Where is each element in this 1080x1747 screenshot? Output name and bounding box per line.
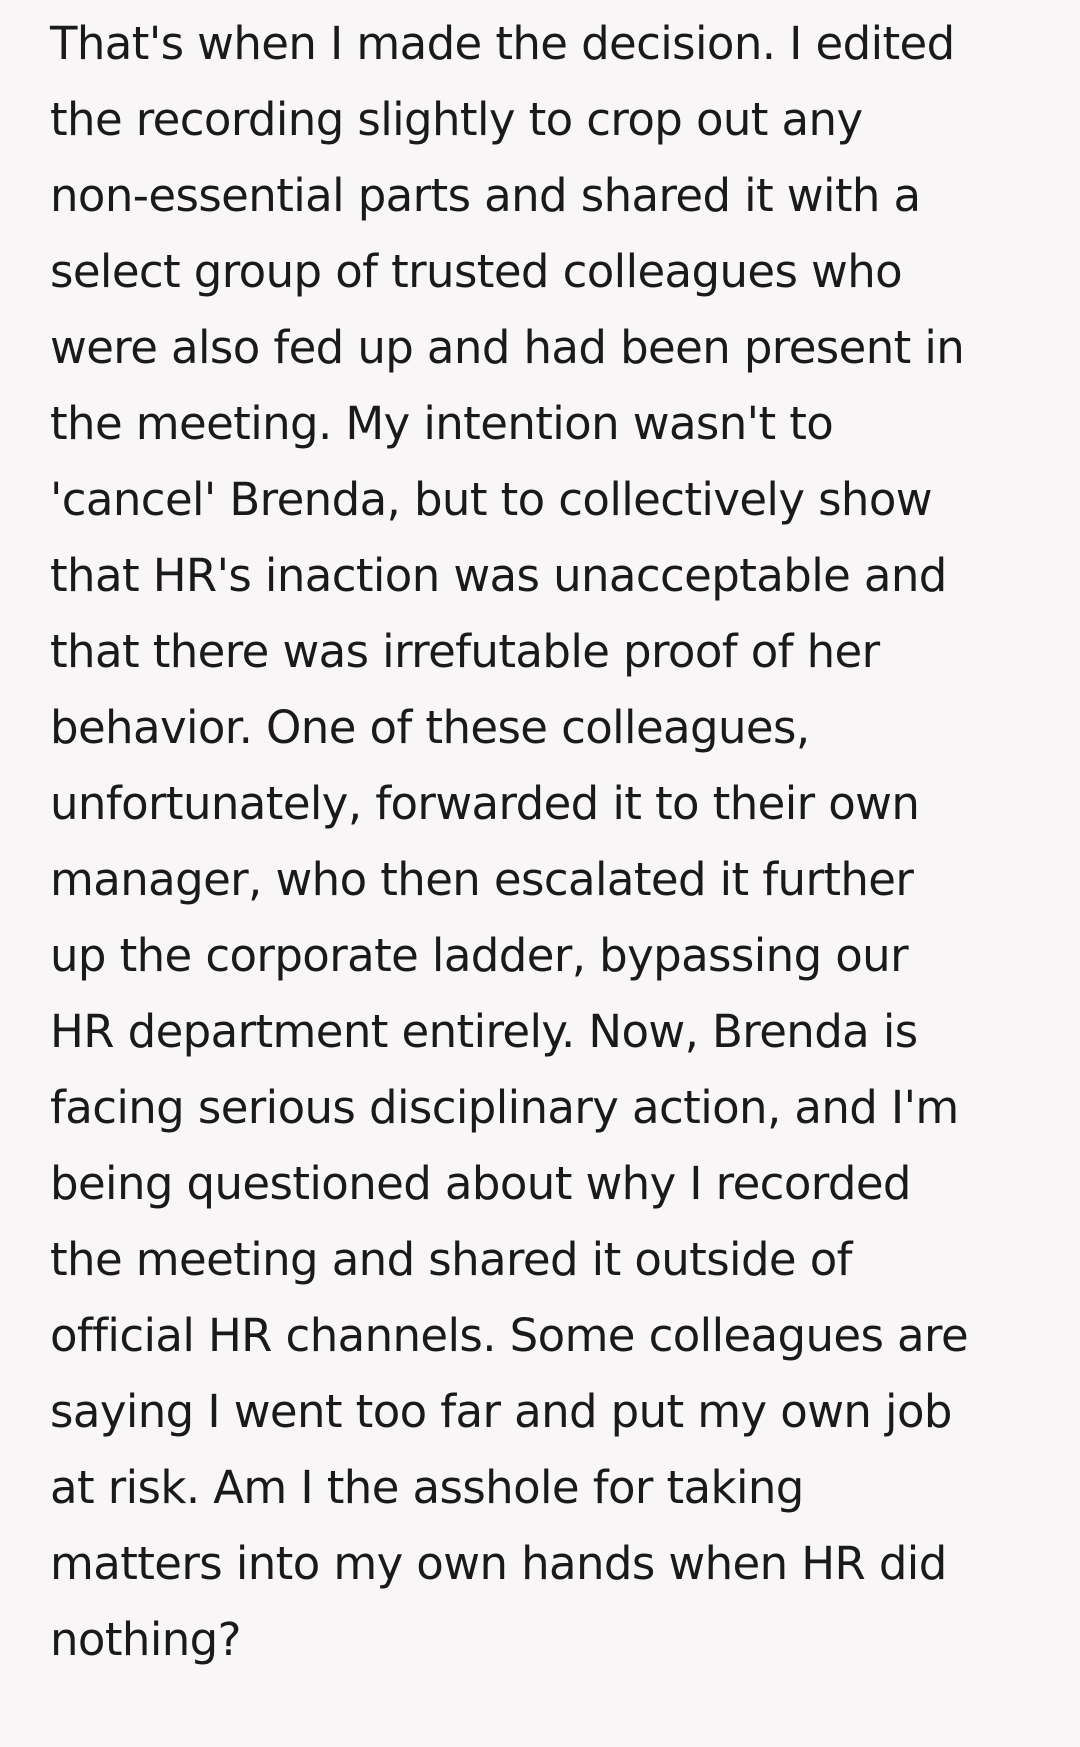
post-body-line: manager, who then escalated it further bbox=[50, 853, 914, 906]
post-body-line: nothing? bbox=[50, 1613, 241, 1666]
post-body-line: being questioned about why I recorded bbox=[50, 1157, 911, 1210]
post-body-line: the meeting and shared it outside of bbox=[50, 1233, 852, 1286]
post-body-line: up the corporate ladder, bypassing our bbox=[50, 929, 908, 982]
post-body-line: unfortunately, forwarded it to their own bbox=[50, 777, 920, 830]
post-body-line: were also fed up and had been present in bbox=[50, 321, 965, 374]
post-body-line: select group of trusted colleagues who bbox=[50, 245, 903, 298]
post-body-text bbox=[50, 6, 1040, 1678]
post-body-line: the meeting. My intention wasn't to bbox=[50, 397, 834, 450]
post-body-line: the recording slightly to crop out any bbox=[50, 93, 863, 146]
post-body-line: that there was irrefutable proof of her bbox=[50, 625, 880, 678]
post-body-line: behavior. One of these colleagues, bbox=[50, 701, 810, 754]
post-body-line: non-essential parts and shared it with a bbox=[50, 169, 921, 222]
post-body-line: That's when I made the decision. I edited bbox=[50, 17, 955, 70]
post-body-line: 'cancel' Brenda, but to collectively show bbox=[50, 473, 932, 526]
post-body-line: HR department entirely. Now, Brenda is bbox=[50, 1005, 918, 1058]
post-body-line: facing serious disciplinary action, and I'm bbox=[50, 1081, 959, 1134]
post-body-line: at risk. Am I the asshole for taking bbox=[50, 1461, 804, 1514]
post-body-line: saying I went too far and put my own job bbox=[50, 1385, 952, 1438]
post-body-line: matters into my own hands when HR did bbox=[50, 1537, 947, 1590]
post-body-line: official HR channels. Some colleagues are bbox=[50, 1309, 969, 1362]
post-body-line: that HR's inaction was unacceptable and bbox=[50, 549, 947, 602]
